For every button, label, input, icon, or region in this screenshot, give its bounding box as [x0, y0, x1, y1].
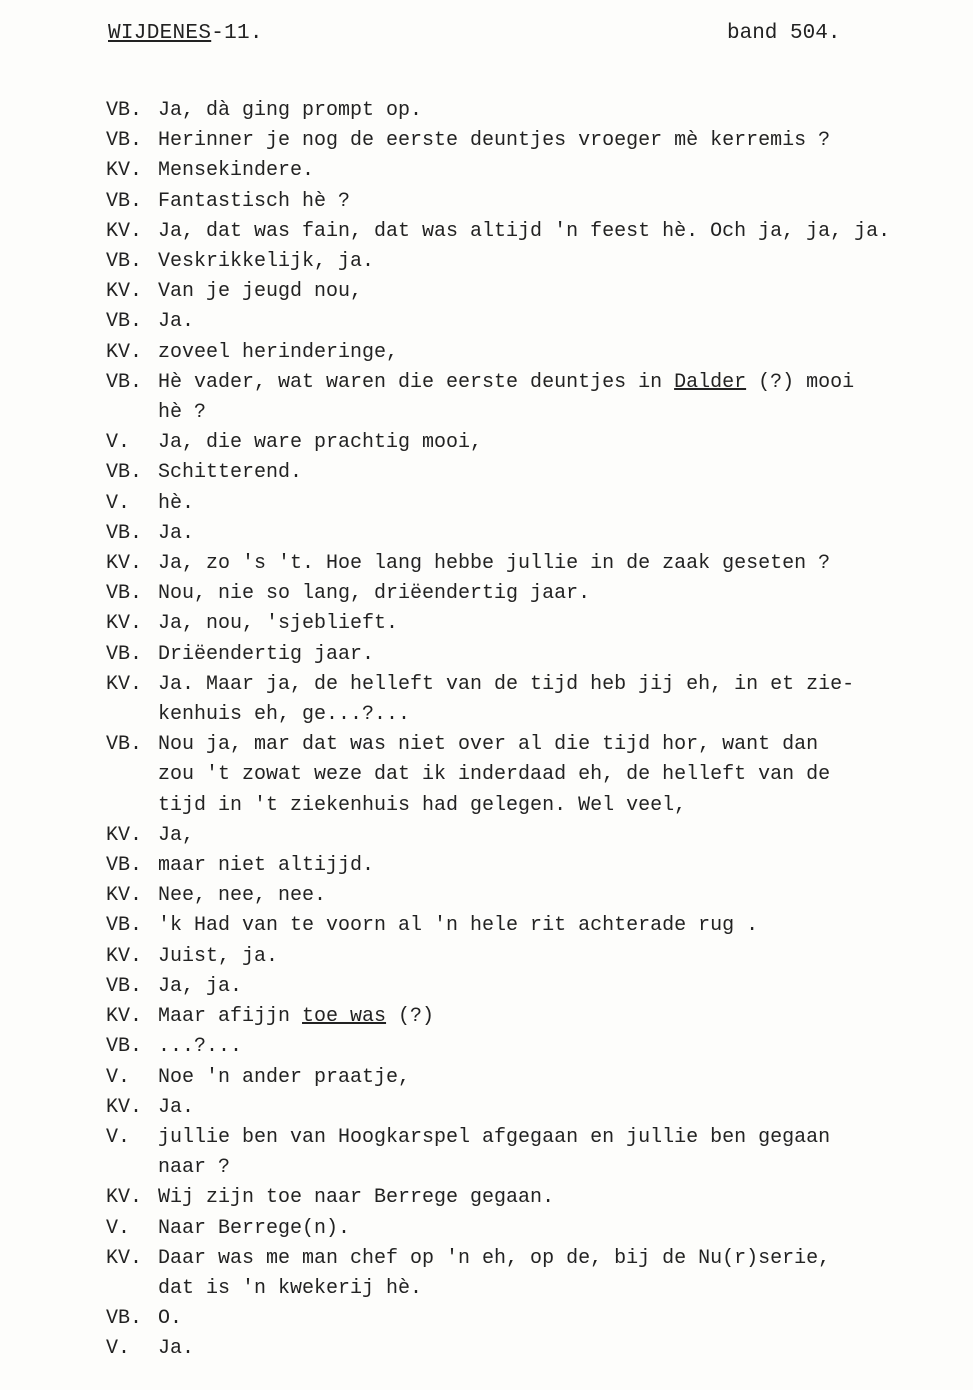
utterance-text: Mensekindere.	[158, 159, 315, 183]
transcript-line	[106, 368, 926, 398]
speaker-label: KV.	[106, 280, 143, 304]
utterance-text	[158, 368, 926, 398]
transcript-line	[106, 1244, 926, 1274]
utterance-text: tijd in 't ziekenhuis had gelegen. Wel veel,	[158, 793, 687, 817]
speaker-label: KV.	[106, 1186, 143, 1210]
utterance-text-before: Hè vader, wat waren die eerste deuntjes in	[158, 370, 675, 394]
transcript-line	[106, 126, 926, 156]
speaker-label: KV.	[106, 1005, 143, 1029]
speaker-label: KV.	[106, 823, 143, 847]
transcript-line	[106, 972, 926, 1002]
utterance-text: Daar was me man chef op 'n eh, op de, bij de Nu(r)serie,	[158, 1246, 831, 1270]
speaker-label: VB.	[106, 129, 143, 153]
utterance-text: jullie ben van Hoogkarspel afgegaan en jullie ben gegaan	[158, 1125, 831, 1149]
transcript-line	[106, 609, 926, 639]
utterance-text: Ja.	[158, 521, 195, 545]
speaker-label: VB.	[106, 582, 143, 606]
transcript-line	[106, 700, 926, 730]
utterance-text: Ja, die ware prachtig mooi,	[158, 431, 483, 455]
transcript-line	[106, 458, 926, 488]
transcript-line	[106, 1093, 926, 1123]
utterance-text: Naar Berrege(n).	[158, 1216, 351, 1240]
transcript-line	[106, 1183, 926, 1213]
speaker-label: VB.	[106, 370, 143, 394]
speaker-label: V.	[106, 491, 131, 515]
uncertain-word: toe was	[302, 1005, 387, 1029]
speaker-label: VB.	[106, 1307, 143, 1331]
transcript-line	[106, 398, 926, 428]
utterance-text: Schitterend.	[158, 461, 303, 485]
transcript-line	[106, 579, 926, 609]
utterance-text: Juist, ja.	[158, 944, 279, 968]
utterance-text: Driëendertig jaar.	[158, 642, 375, 666]
utterance-text: dat is 'n kwekerij hè.	[158, 1276, 423, 1300]
transcript-line	[106, 851, 926, 881]
speaker-label: VB.	[106, 974, 143, 998]
speaker-label: VB.	[106, 250, 143, 274]
document-title	[108, 22, 263, 45]
speaker-label: V.	[106, 1125, 131, 1149]
speaker-label: VB.	[106, 461, 143, 485]
utterance-text: Veskrikkelijk, ja.	[158, 250, 375, 274]
utterance-text: Nou, nie so lang, driëendertig jaar.	[158, 582, 591, 606]
transcript-line	[106, 1304, 926, 1334]
utterance-text: Ja, nou, 'sjeblieft.	[158, 612, 399, 636]
transcript-line	[106, 1032, 926, 1062]
speaker-label: VB.	[106, 642, 143, 666]
utterance-text: Ja, ja.	[158, 974, 243, 998]
utterance-text: Ja.	[158, 1337, 195, 1361]
utterance-text: Ja, dà ging prompt op.	[158, 99, 423, 122]
utterance-text: Ja.	[158, 310, 195, 334]
transcript-line	[106, 549, 926, 579]
speaker-label: VB.	[106, 914, 143, 938]
utterance-text: Fantastisch hè ?	[158, 189, 351, 213]
utterance-text: zoveel herinderinge,	[158, 340, 399, 364]
transcript-line	[106, 307, 926, 337]
transcript-line	[106, 1274, 926, 1304]
transcript-line	[106, 519, 926, 549]
title-suffix: -11.	[211, 22, 263, 45]
utterance-text: Ja, dat was fain, dat was altijd 'n feest hè. Och ja, ja, ja.	[158, 219, 891, 243]
utterance-text: Noe 'n ander praatje,	[158, 1065, 411, 1089]
utterance-text: O.	[158, 1307, 183, 1331]
utterance-text: Herinner je nog de eerste deuntjes vroeger mè kerremis ?	[158, 129, 831, 153]
transcript-line	[106, 911, 926, 941]
utterance-text: naar ?	[158, 1156, 231, 1180]
speaker-label: V.	[106, 431, 131, 455]
transcript-line	[106, 881, 926, 911]
utterance-text: Ja, zo 's 't. Hoe lang hebbe jullie in de zaak geseten ?	[158, 552, 831, 576]
utterance-text	[158, 1002, 926, 1032]
utterance-text: ...?...	[158, 1035, 243, 1059]
speaker-label: VB.	[106, 521, 143, 545]
utterance-text-before: Maar afijjn	[158, 1005, 303, 1029]
speaker-label: VB.	[106, 854, 143, 878]
utterance-text: Wij zijn toe naar Berrege gegaan.	[158, 1186, 555, 1210]
transcript-line	[106, 942, 926, 972]
transcript-line	[106, 96, 926, 126]
utterance-text: 'k Had van te voorn al 'n hele rit achterade rug .	[158, 914, 759, 938]
speaker-label: V.	[106, 1065, 131, 1089]
utterance-text: Nou ja, mar dat was niet over al die tijd hor, want dan	[158, 733, 819, 757]
utterance-text: hè.	[158, 491, 195, 515]
speaker-label: VB.	[106, 310, 143, 334]
title-name: WIJDENES	[108, 22, 212, 45]
speaker-label: V.	[106, 1337, 131, 1361]
utterance-text: kenhuis eh, ge...?...	[158, 703, 411, 727]
band-number: band 504.	[727, 22, 841, 45]
speaker-label: VB.	[106, 1035, 143, 1059]
transcript-line	[106, 821, 926, 851]
utterance-text: hè ?	[158, 401, 207, 425]
transcript-line	[106, 1334, 926, 1364]
transcript-line	[106, 1123, 926, 1153]
speaker-label: KV.	[106, 672, 143, 696]
utterance-text: Nee, nee, nee.	[158, 884, 327, 908]
utterance-text: Van je jeugd nou,	[158, 280, 363, 304]
transcript-line	[106, 670, 926, 700]
speaker-label: KV.	[106, 944, 143, 968]
utterance-text: zou 't zowat weze dat ik inderdaad eh, de helleft van de	[158, 763, 831, 787]
transcript-line	[106, 1214, 926, 1244]
transcript-line	[106, 640, 926, 670]
transcript-line	[106, 217, 926, 247]
utterance-text: maar niet altijjd.	[158, 854, 375, 878]
utterance-text: Ja. Maar ja, de helleft van de tijd heb jij eh, in et zie-	[158, 672, 855, 696]
speaker-label: KV.	[106, 1095, 143, 1119]
utterance-text-after: (?) mooi	[746, 370, 855, 394]
utterance-text: Ja,	[158, 823, 195, 847]
utterance-text-after: (?)	[386, 1005, 435, 1029]
transcript-line	[106, 187, 926, 217]
transcript-line	[106, 156, 926, 186]
transcript-line	[106, 1063, 926, 1093]
transcript	[106, 96, 926, 1365]
transcript-line	[106, 760, 926, 790]
transcript-line	[106, 247, 926, 277]
speaker-label: KV.	[106, 612, 143, 636]
transcript-line	[106, 338, 926, 368]
utterance-text: Ja.	[158, 1095, 195, 1119]
transcript-line	[106, 791, 926, 821]
transcript-line	[106, 730, 926, 760]
speaker-label: VB.	[106, 99, 143, 122]
transcript-line	[106, 489, 926, 519]
speaker-label: VB.	[106, 733, 143, 757]
speaker-label: VB.	[106, 189, 143, 213]
transcript-line	[106, 1002, 926, 1032]
speaker-label: KV.	[106, 884, 143, 908]
speaker-label: KV.	[106, 219, 143, 243]
uncertain-word: Dalder	[674, 370, 747, 394]
speaker-label: KV.	[106, 340, 143, 364]
speaker-label: KV.	[106, 159, 143, 183]
transcript-line	[106, 277, 926, 307]
speaker-label: KV.	[106, 552, 143, 576]
transcript-line	[106, 1153, 926, 1183]
speaker-label: KV.	[106, 1246, 143, 1270]
speaker-label: V.	[106, 1216, 131, 1240]
transcript-line	[106, 428, 926, 458]
